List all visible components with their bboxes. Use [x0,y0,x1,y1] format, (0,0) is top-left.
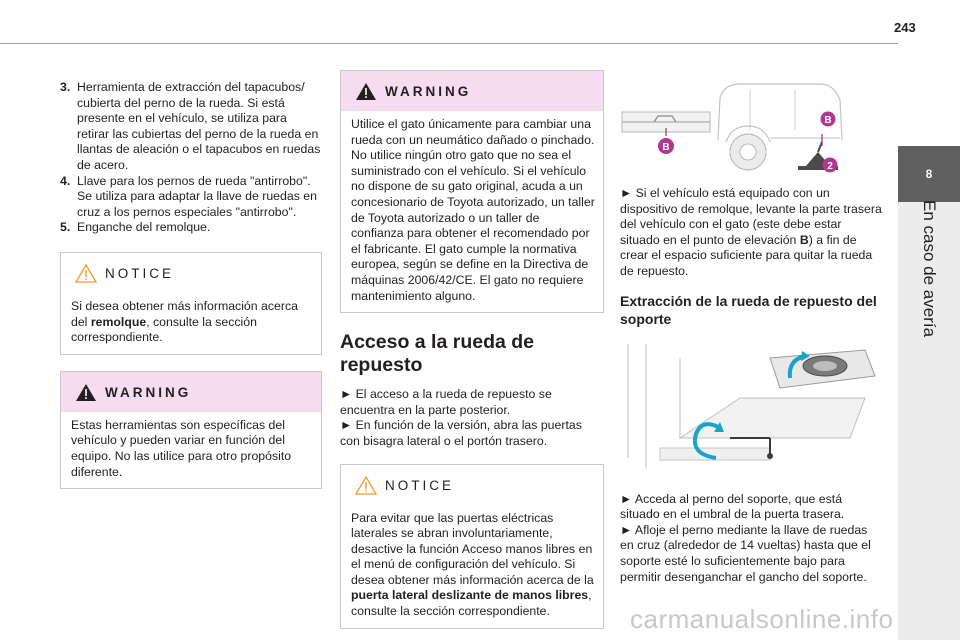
notice-link-text: remolque [90,314,147,329]
list-item [60,220,322,236]
chapter-sidebar [898,0,960,640]
notice-header [341,465,603,505]
point-reference: B [799,232,809,247]
chapter-title: En caso de avería [920,200,939,338]
jack-lifting-point-drawing [620,70,882,180]
notice-link-text: puerta lateral deslizante de manos libres [351,588,589,603]
section-title: Acceso a la rueda de repuesto [340,331,535,377]
step-number: 5. [60,220,71,235]
warning-triangle-icon [355,82,377,101]
step-number: 4. [60,173,71,188]
paragraph-text-end: ) a fin de crear el espacio suficiente para quitar la rueda de repuesto. [620,232,873,278]
warning-label: WARNING [105,384,192,400]
footer [0,600,960,640]
jack-illustration [620,70,882,180]
list-item [60,80,322,174]
list-item [60,174,322,221]
warning-body: Utilice el gato únicamente para cambiar una rueda con un neumático dañado o pinchado. No utilice ningún otro gato que no sea el suministrado con el vehículo. Si el vehículo no dispone de su gato original, acuda a un concesionario de Toyota autorizado, un taller de Toyota autorizado o un taller de confianza para obtener el recomendado por el fabricante. El gato cumple la normativa europea, según se define en la Directiva de máquinas 2006/42/CE. El gato no requiere mantenimiento alguno. [351,117,595,303]
column-2 [340,70,604,629]
spare-wheel-bolt-drawing [620,338,882,480]
warning-box [340,70,604,313]
subsection-title: Extracción de la rueda de repuesto del soporte [620,292,877,327]
chapter-number: 8 [925,167,933,181]
paragraph: ► En función de la versión, abra las puertas con bisagra lateral o el portón trasero. [340,418,582,448]
tool-list [60,80,322,236]
warning-body: Estas herramientas son específicas del vehículo y pueden variar en función del equipo. No las utilice para otro propósito diferente. [71,417,292,479]
paragraph: ► Afloje el perno mediante la llave de ruedas en cruz (alrededor de 14 vueltas) hasta que el soporte esté lo suficientemente bajo para permitir desenganchar el gancho del soporte. [620,522,871,584]
step-text: Herramienta de extracción del tapacubos/ cubierta del perno de la rueda. Si está presente en el vehículo, se utiliza para retirar las cubiertas del perno de la rueda en llantas de aleación o el tapacubos en ruedas de acero. [77,80,321,172]
watermark: carmanualsonline.info [630,604,894,634]
warning-triangle-icon [75,383,97,402]
notice-text-end: , consulte la sección correspondiente. [71,314,257,345]
warning-triangle-icon [355,476,377,495]
callout-2-label: 2 [827,161,833,172]
paragraph-text: ► Si el vehículo está equipado con un dispositivo de remolque, levante la parte trasera del vehículo con el gato (este debe estar situado en el punto de elevación [620,186,882,247]
notice-text: Para evitar que las puertas eléctricas laterales se abran involuntariamente, desactive la función Acceso manos libres en el menú de configuración del vehículo. Si desea obtener más información acerca de la [351,510,594,587]
callout-b-label: B [824,115,832,126]
notice-header [61,253,321,293]
paragraph: ► El acceso a la rueda de repuesto se encuentra en la parte posterior. [340,387,552,417]
notice-body [61,293,321,354]
paragraph: ► Acceda al perno del soporte, que está situado en el umbral de la puerta trasera. [620,491,845,522]
spare-wheel-illustration [620,338,882,480]
column-3 [620,70,882,585]
callout-b-label: B [662,142,670,153]
warning-header [61,372,321,412]
paragraph [620,186,882,280]
notice-text-end: , consulte la sección correspondiente. [351,588,592,619]
warning-box [60,371,322,489]
notice-label: NOTICE [385,477,455,493]
warning-triangle-icon [75,264,97,283]
column-1 [60,80,322,489]
notice-text: Si desea obtener más información acerca del [71,298,298,329]
notice-box [60,252,322,355]
step-number: 3. [60,80,71,94]
step-text: Enganche del remolque. [77,220,211,235]
warning-label: WARNING [385,84,472,99]
step-text: Llave para los pernos de rueda "antirrobo". Se utiliza para adaptar la llave de ruedas en cruz a los pernos especiales "antirrobo". [77,173,317,219]
notice-label: NOTICE [105,265,175,281]
page-number: 243 [894,20,916,35]
warning-header [341,71,603,111]
header-rule [0,43,898,44]
